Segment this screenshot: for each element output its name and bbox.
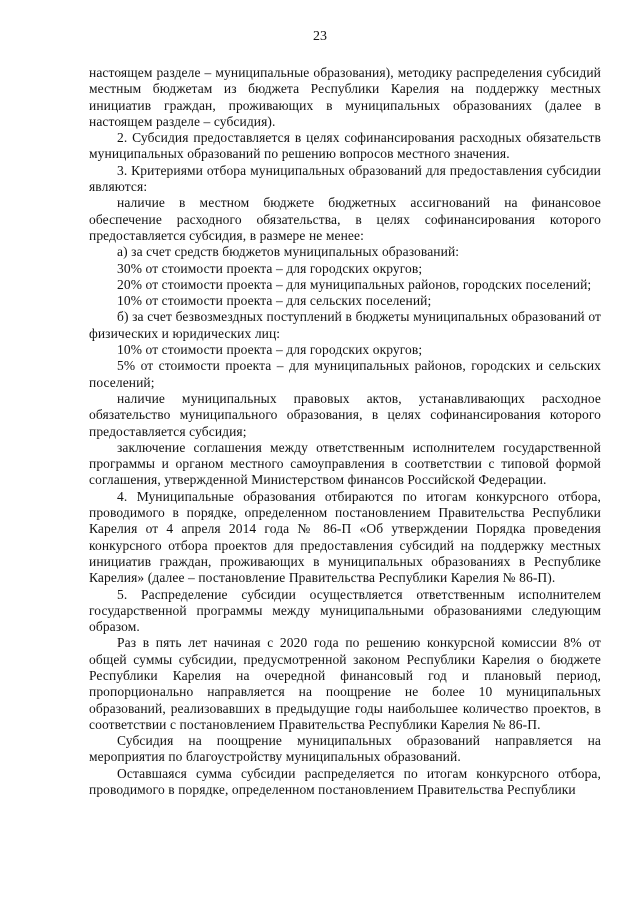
paragraph: а) за счет средств бюджетов муниципальных образований: (117, 244, 460, 260)
page-number: 23 (313, 29, 327, 44)
paragraph: 4. Муниципальные образования отбираются по итогам конкурсного отбора, проводимого в порядке, определенном постановлением Правительства Республики Карелия от 4 апреля 2014 года № 86-П «Об утверждении Порядка проведения конкурсного отбора проектов для предоставления субсидий на поддержку местных инициатив граждан, проживающих в муниципальных образованиях в Республике Карелия» (далее – постановление Правительства Республики Карелия № 86-П). (89, 488, 601, 586)
paragraph: 5% от стоимости проекта – для муниципальных районов, городских и сельских поселений; (89, 358, 601, 390)
document-body (89, 65, 601, 798)
paragraph: 10% от стоимости проекта – для сельских поселений; (117, 293, 432, 309)
paragraph: 3. Критериями отбора муниципальных образований для предоставления субсидии являются: (89, 162, 601, 195)
paragraph: 2. Субсидия предоставляется в целях софинансирования расходных обязательств муниципальных образований по решению вопросов местного значения. (89, 130, 601, 162)
paragraph: б) за счет безвозмездных поступлений в бюджеты муниципальных образований от физических и юридических лиц: (89, 309, 601, 341)
paragraph: наличие в местном бюджете бюджетных ассигнований на финансовое обеспечение расходного обязательства, в целях софинансирования которого предоставляется субсидия, в размере не менее: (89, 195, 601, 243)
paragraph: Раз в пять лет начиная с 2020 года по решению конкурсной комиссии 8% от общей суммы субсидии, предусмотренной законом Республики Карелия о бюджете Республики Карелия на очередной финансовый год и плановый период, пропорционально направляется на поощрение не более 10 муниципальных образований, реализовавших в предыдущие годы наибольшее количество проектов, в соответствии с постановлением Правительства Республики Карелия № 86-П. (89, 635, 601, 732)
paragraph: 20% от стоимости проекта – для муниципальных районов, городских поселений; (117, 276, 592, 292)
paragraph: наличие муниципальных правовых актов, устанавливающих расходное обязательство муниципального образования, в целях софинансирования которого предоставляется субсидия; (89, 390, 601, 439)
paragraph: заключение соглашения между ответственным исполнителем государственной программы и органом местного самоуправления в соответствии с типовой формой соглашения, утвержденной Министерством финансов Российской Федерации. (89, 439, 601, 488)
paragraph: 10% от стоимости проекта – для городских округов; (117, 342, 423, 358)
paragraph: Субсидия на поощрение муниципальных образований направляется на мероприятия по благоустройству муниципальных образований. (89, 733, 601, 765)
paragraph: настоящем разделе – муниципальные образования), методику распределения субсидий местным бюджетам из бюджета Республики Карелия на поддержку местных инициатив граждан, проживающих в муниципальных образованиях (далее в настоящем разделе – субсидия). (89, 65, 601, 129)
paragraph: Оставшаяся сумма субсидии распределяется по итогам конкурсного отбора, проводимого в порядке, определенном постановлением Правительства Республики (89, 765, 601, 798)
paragraph: 30% от стоимости проекта – для городских округов; (117, 260, 423, 276)
paragraph: 5. Распределение субсидии осуществляется ответственным исполнителем государственной программы между муниципальными образованиями следующим образом. (89, 586, 601, 635)
